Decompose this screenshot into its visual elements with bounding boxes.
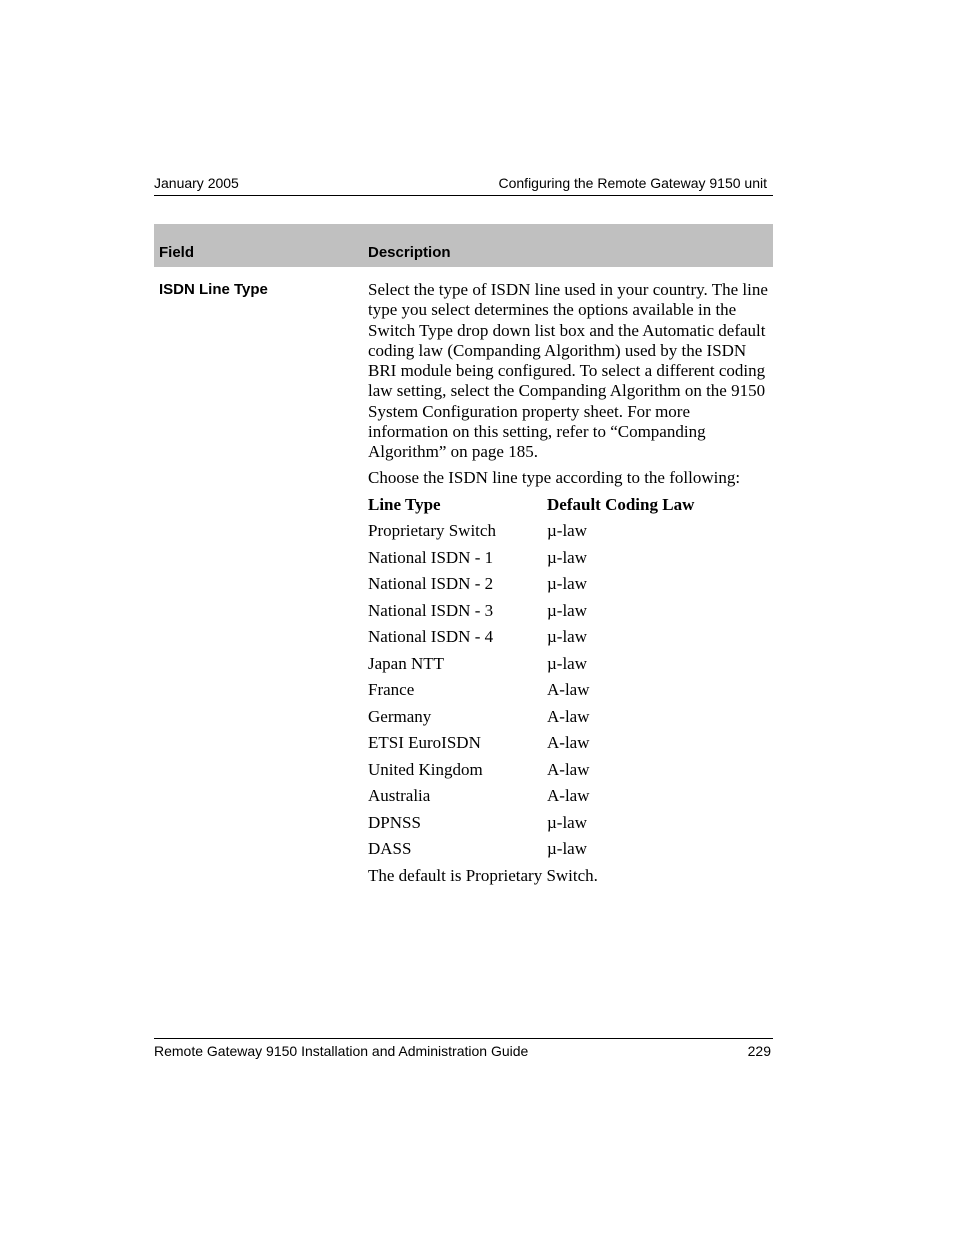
line-type-cell: DASS [368,839,412,858]
table-row [368,733,773,760]
table-row [368,707,773,734]
coding-law-cell: µ-law [547,600,588,620]
coding-law-cell: µ-law [547,547,588,567]
line-type-cell: National ISDN - 3 [368,600,494,620]
default-note: The default is Proprietary Switch. [368,865,598,885]
description-paragraph: Select the type of ISDN line used in your country. The line type you select determines the options available in the Switch Type drop down list box and the Automatic default coding law (Companding Algorithm) used by the ISDN BRI module being configured. To select a different coding law setting, select the Companding Algorithm on the 9150 System Configuration property sheet. For more information on this setting, refer to “Companding Algorithm” on page 185. [368,280,768,461]
field-name-cell: ISDN Line Type [159,281,268,298]
header-chapter-title: Configuring the Remote Gateway 9150 unit [498,175,767,191]
line-type-cell: United Kingdom [368,759,483,779]
table-header [154,224,773,267]
line-type-cell: National ISDN - 1 [368,547,494,567]
page-footer [154,1038,773,1061]
line-type-cell: Germany [368,706,432,726]
line-type-cell: Proprietary Switch [368,521,496,540]
description-cell [368,280,773,886]
table-row [368,839,773,866]
table-row [368,601,773,628]
coding-law-header: Default Coding Law [547,494,695,514]
coding-law-table-header [368,495,773,522]
coding-law-cell: µ-law [547,812,588,832]
coding-law-cell: µ-law [547,839,588,858]
coding-law-cell: A-law [547,680,590,699]
coding-law-cell: µ-law [547,653,588,673]
line-type-cell: ETSI EuroISDN [368,733,481,752]
table-row [368,521,773,548]
line-type-cell: France [368,680,415,699]
table-row [368,786,773,813]
table-row [368,760,773,787]
page-header [154,175,773,196]
coding-law-cell: µ-law [547,627,588,646]
table-row [368,574,773,601]
footer-guide-title: Remote Gateway 9150 Installation and Administration Guide [154,1043,529,1059]
table-row [368,654,773,681]
table-row [368,548,773,575]
coding-law-cell: A-law [547,759,590,779]
coding-law-table [368,495,773,866]
line-type-cell: National ISDN - 4 [368,627,494,646]
line-type-cell: DPNSS [368,812,421,832]
coding-law-cell: A-law [547,786,590,805]
description-intro: Choose the ISDN line type according to the following: [368,468,741,488]
line-type-cell: Australia [368,786,431,805]
table-row [368,627,773,654]
table-row [368,680,773,707]
coding-law-cell: µ-law [547,574,588,593]
coding-law-cell: µ-law [547,521,588,540]
line-type-cell: National ISDN - 2 [368,574,494,593]
header-date: January 2005 [154,175,239,191]
line-type-header: Line Type [368,494,441,514]
column-header-field: Field [159,244,195,261]
page-number: 229 [747,1043,771,1059]
column-header-description: Description [368,244,451,261]
line-type-cell: Japan NTT [368,653,445,673]
coding-law-cell: A-law [547,733,590,752]
coding-law-cell: A-law [547,706,590,726]
table-row [368,813,773,840]
